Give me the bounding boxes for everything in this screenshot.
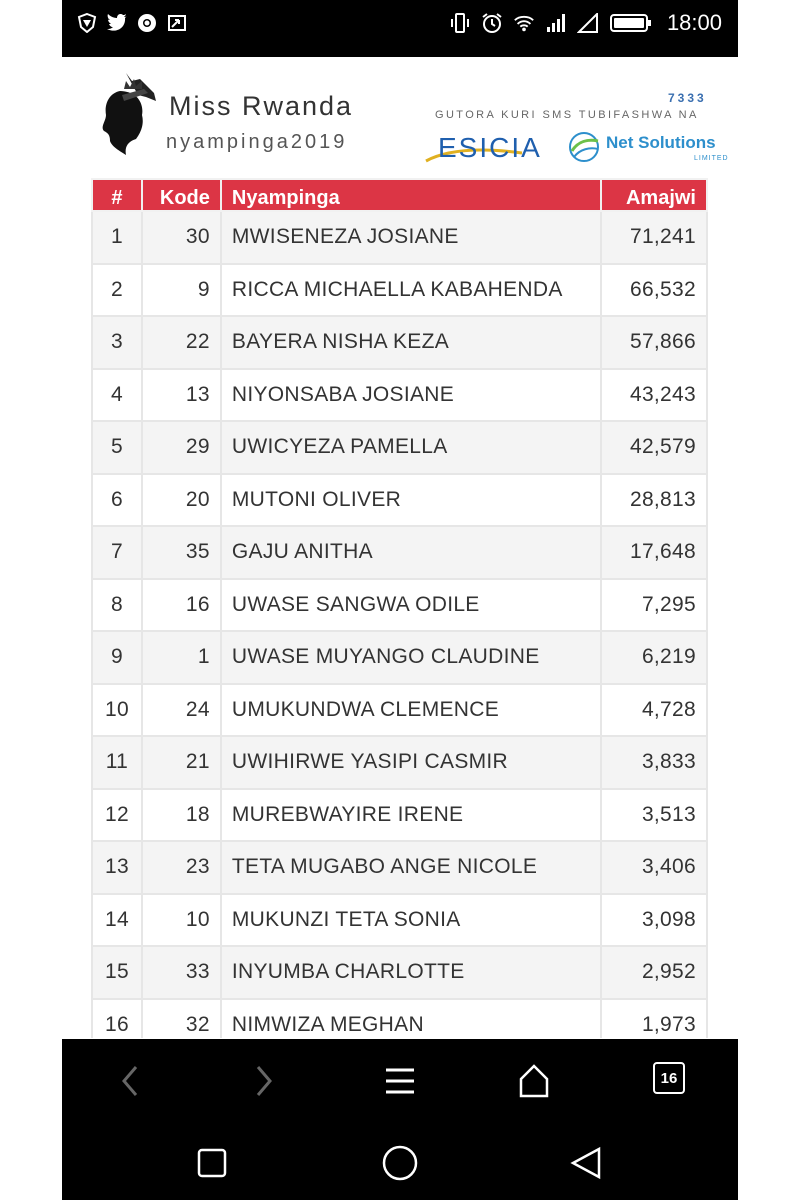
vibrate-icon bbox=[449, 12, 471, 34]
col-header-code[interactable]: Kode bbox=[142, 179, 221, 211]
signal-empty-icon bbox=[577, 12, 599, 34]
browser-toolbar bbox=[62, 1039, 738, 1127]
cell-votes: 66,532 bbox=[601, 264, 707, 317]
table-row bbox=[92, 474, 707, 527]
cell-code: 22 bbox=[142, 316, 221, 369]
table-row bbox=[92, 264, 707, 317]
crowned-woman-icon bbox=[96, 71, 162, 161]
menu-button[interactable] bbox=[378, 1059, 422, 1103]
cell-rank: 8 bbox=[92, 579, 142, 632]
cell-rank: 16 bbox=[92, 999, 142, 1039]
net-solutions-name: Net Solutions bbox=[606, 133, 716, 152]
table-row bbox=[92, 369, 707, 422]
cell-name: UWIHIRWE YASIPI CASMIR bbox=[221, 736, 601, 789]
cell-rank: 4 bbox=[92, 369, 142, 422]
cell-name: UWICYEZA PAMELLA bbox=[221, 421, 601, 474]
cell-votes: 3,513 bbox=[601, 789, 707, 842]
back-triangle-icon bbox=[569, 1146, 603, 1180]
results-table bbox=[91, 178, 708, 1038]
cell-name: MUREBWAYIRE IRENE bbox=[221, 789, 601, 842]
cell-name: MUTONI OLIVER bbox=[221, 474, 601, 527]
cell-votes: 57,866 bbox=[601, 316, 707, 369]
header-banner bbox=[62, 57, 738, 179]
table-row bbox=[92, 526, 707, 579]
wifi-icon bbox=[513, 12, 535, 34]
cell-name: UMUKUNDWA CLEMENCE bbox=[221, 684, 601, 737]
cell-votes: 3,406 bbox=[601, 841, 707, 894]
cell-rank: 7 bbox=[92, 526, 142, 579]
cell-rank: 13 bbox=[92, 841, 142, 894]
cell-code: 29 bbox=[142, 421, 221, 474]
cell-votes: 6,219 bbox=[601, 631, 707, 684]
cell-code: 10 bbox=[142, 894, 221, 947]
cell-votes: 2,952 bbox=[601, 946, 707, 999]
status-time: 18:00 bbox=[666, 10, 722, 35]
table-row bbox=[92, 946, 707, 999]
cell-name: MUKUNZI TETA SONIA bbox=[221, 894, 601, 947]
cell-votes: 17,648 bbox=[601, 526, 707, 579]
table-body bbox=[92, 211, 707, 1038]
cell-code: 33 bbox=[142, 946, 221, 999]
cell-name: GAJU ANITHA bbox=[221, 526, 601, 579]
cell-name: UWASE SANGWA ODILE bbox=[221, 579, 601, 632]
cell-code: 16 bbox=[142, 579, 221, 632]
table-row bbox=[92, 579, 707, 632]
cell-votes: 42,579 bbox=[601, 421, 707, 474]
cell-rank: 6 bbox=[92, 474, 142, 527]
table-row bbox=[92, 421, 707, 474]
table-row bbox=[92, 736, 707, 789]
tabs-icon: 16 bbox=[653, 1062, 685, 1094]
table-header-row bbox=[92, 179, 707, 211]
menu-icon bbox=[384, 1067, 416, 1095]
cell-votes: 4,728 bbox=[601, 684, 707, 737]
cell-code: 24 bbox=[142, 684, 221, 737]
cell-rank: 2 bbox=[92, 264, 142, 317]
status-right-icons bbox=[449, 10, 722, 36]
cell-code: 35 bbox=[142, 526, 221, 579]
sms-code: 7333 bbox=[668, 91, 707, 105]
frame-right bbox=[738, 0, 800, 1200]
back-icon bbox=[118, 1063, 142, 1099]
cell-rank: 15 bbox=[92, 946, 142, 999]
cell-code: 9 bbox=[142, 264, 221, 317]
system-back-button[interactable] bbox=[566, 1143, 606, 1183]
system-home-button[interactable] bbox=[380, 1143, 420, 1183]
cell-code: 13 bbox=[142, 369, 221, 422]
cell-name: BAYERA NISHA KEZA bbox=[221, 316, 601, 369]
home-icon bbox=[518, 1063, 550, 1099]
table-row bbox=[92, 841, 707, 894]
cell-rank: 10 bbox=[92, 684, 142, 737]
cell-name: RICCA MICHAELLA KABAHENDA bbox=[221, 264, 601, 317]
col-header-rank[interactable]: # bbox=[92, 179, 142, 211]
alarm-icon bbox=[481, 12, 503, 34]
cell-votes: 71,241 bbox=[601, 211, 707, 264]
cell-rank: 5 bbox=[92, 421, 142, 474]
cell-rank: 1 bbox=[92, 211, 142, 264]
net-solutions-logo bbox=[566, 129, 729, 169]
brand-subtitle: nyampinga2019 bbox=[166, 131, 348, 153]
home-button[interactable] bbox=[512, 1059, 556, 1103]
cell-name: NIMWIZA MEGHAN bbox=[221, 999, 601, 1039]
cell-code: 1 bbox=[142, 631, 221, 684]
col-header-name[interactable]: Nyampinga bbox=[221, 179, 601, 211]
sms-text: GUTORA KURI SMS TUBIFASHWA NA bbox=[435, 109, 699, 121]
cell-name: TETA MUGABO ANGE NICOLE bbox=[221, 841, 601, 894]
cell-votes: 7,295 bbox=[601, 579, 707, 632]
cell-code: 20 bbox=[142, 474, 221, 527]
table-row bbox=[92, 789, 707, 842]
status-left-icons bbox=[76, 12, 188, 34]
cell-code: 23 bbox=[142, 841, 221, 894]
back-button[interactable] bbox=[108, 1059, 152, 1103]
brand-title: Miss Rwanda bbox=[169, 91, 354, 121]
cell-name: UWASE MUYANGO CLAUDINE bbox=[221, 631, 601, 684]
shield-icon bbox=[76, 12, 98, 34]
home-circle-icon bbox=[381, 1144, 419, 1182]
esicia-text: ESICIA bbox=[438, 132, 542, 163]
cell-rank: 9 bbox=[92, 631, 142, 684]
cell-code: 18 bbox=[142, 789, 221, 842]
cell-rank: 14 bbox=[92, 894, 142, 947]
cell-code: 32 bbox=[142, 999, 221, 1039]
cell-votes: 3,833 bbox=[601, 736, 707, 789]
twitter-icon bbox=[106, 12, 128, 34]
cell-rank: 12 bbox=[92, 789, 142, 842]
table-row bbox=[92, 894, 707, 947]
system-nav-bar bbox=[62, 1127, 738, 1200]
frame-left bbox=[0, 0, 62, 1200]
cell-name: NIYONSABA JOSIANE bbox=[221, 369, 601, 422]
table-row bbox=[92, 999, 707, 1039]
cell-name: MWISENEZA JOSIANE bbox=[221, 211, 601, 264]
cast-icon bbox=[166, 12, 188, 34]
forward-icon bbox=[252, 1063, 276, 1099]
cell-rank: 3 bbox=[92, 316, 142, 369]
cell-votes: 3,098 bbox=[601, 894, 707, 947]
cell-votes: 43,243 bbox=[601, 369, 707, 422]
chrome-icon bbox=[136, 12, 158, 34]
cell-votes: 1,973 bbox=[601, 999, 707, 1039]
signal-icon bbox=[545, 12, 567, 34]
forward-button[interactable] bbox=[242, 1059, 286, 1103]
table-row bbox=[92, 684, 707, 737]
net-solutions-suffix: LIMITED bbox=[694, 155, 729, 162]
recents-button[interactable] bbox=[192, 1143, 232, 1183]
battery-icon bbox=[609, 12, 653, 34]
cell-votes: 28,813 bbox=[601, 474, 707, 527]
results-table-container[interactable] bbox=[91, 178, 708, 1038]
cell-code: 30 bbox=[142, 211, 221, 264]
cell-name: INYUMBA CHARLOTTE bbox=[221, 946, 601, 999]
table-row bbox=[92, 316, 707, 369]
status-bar bbox=[62, 0, 738, 57]
tabs-button[interactable] bbox=[650, 1059, 694, 1103]
col-header-votes[interactable]: Amajwi bbox=[601, 179, 707, 211]
table-row bbox=[92, 211, 707, 264]
cell-rank: 11 bbox=[92, 736, 142, 789]
recents-icon bbox=[197, 1148, 227, 1178]
cell-code: 21 bbox=[142, 736, 221, 789]
table-row bbox=[92, 631, 707, 684]
esicia-logo bbox=[422, 127, 567, 167]
